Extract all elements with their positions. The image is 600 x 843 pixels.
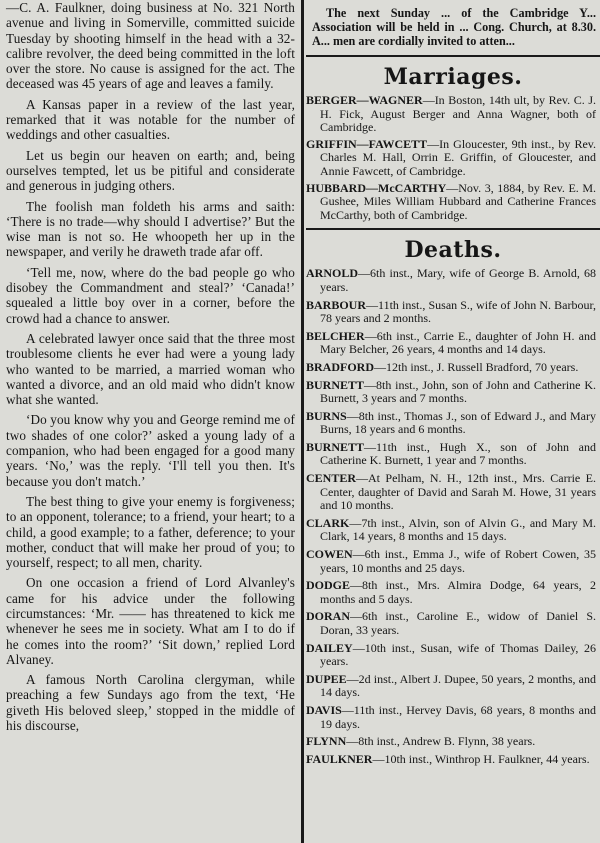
entry-text: —6th inst., Mary, wife of George B. Arnold, 68 years. (320, 266, 596, 294)
entry-name: COWEN (306, 547, 353, 562)
entry-name: CENTER (306, 471, 357, 486)
entry-text: —6th inst., Caroline E., widow of Daniel S. Doran, 33 years. (320, 609, 596, 637)
entry-text: —12th inst., J. Russell Bradford, 70 years. (374, 359, 579, 374)
marriage-entry (306, 182, 596, 223)
entry-text: —In Boston, 14th ult, by Rev. C. J. H. Fick, August Berger and Anna Wagner, both of Cambridge. (320, 93, 596, 135)
death-entry (306, 379, 596, 406)
entry-name: DAVIS (306, 702, 342, 717)
marriages-list (306, 94, 600, 222)
entry-text: —11th inst., Hugh X., son of John and Catherine K. Burnett, 1 year and 7 months. (320, 439, 596, 468)
entry-name: BURNS (306, 408, 347, 423)
death-entry (306, 299, 596, 326)
entry-text: —10th inst., Winthrop H. Faulkner, 44 years. (372, 751, 590, 766)
marriages-heading: Marriages. (383, 64, 523, 90)
death-entry (306, 330, 596, 357)
entry-text: —8th inst., Andrew B. Flynn, 38 years. (346, 734, 536, 749)
entry-text: —10th inst., Susan, wife of Thomas Dailey, 26 years. (320, 640, 596, 669)
news-paragraph: A Kansas paper in a review of the last year, remarked that it was notable for the number of weddings and other casualties. (6, 96, 295, 143)
entry-name: CLARK (306, 515, 350, 530)
column-rule (301, 0, 304, 843)
death-entry (306, 548, 596, 575)
entry-text: —11th inst., Hervey Davis, 68 years, 8 months and 19 days. (320, 702, 596, 731)
entry-name: DAILEY (306, 640, 353, 655)
news-paragraph: The best thing to give your enemy is forgiveness; to an opponent, tolerance; to a friend, your heart; to a child, a good example; to a father, deference; to your mother, conduct that will make her proud of you; to yourself, respect; to all men, charity. (6, 493, 295, 571)
entry-name: DODGE (306, 578, 351, 593)
marriage-entry (306, 94, 596, 135)
entry-name: BURNETT (306, 377, 365, 392)
entry-text: —8th inst., Thomas J., son of Edward J., and Mary Burns, 18 years and 6 months. (320, 408, 596, 437)
entry-name: BARBOUR (306, 297, 367, 312)
news-paragraph: Let us begin our heaven on earth; and, being ourselves tempted, let us be pitiful and considerate and generous in judging others. (6, 147, 295, 194)
entry-name: BELCHER (306, 328, 365, 343)
death-entry (306, 361, 596, 375)
death-entry (306, 441, 596, 468)
section-rule (306, 55, 600, 57)
death-entry (306, 753, 596, 767)
entry-name: DORAN (306, 609, 350, 624)
notice-text: The next Sunday ... of the Cambridge Y... Association will be held in ... Cong. Church, at 8.30. A... men are cordially invited to atten... (312, 6, 596, 48)
news-paragraph: —C. A. Faulkner, doing business at No. 321 North avenue and living in Somerville, committed suicide Tuesday by shooting himself in the head with a 32-calibre revolver, the deed being committed in the loft over the store. No cause is assigned for the act. The deceased was 45 years of age and leaves a family. (6, 0, 295, 92)
news-paragraph: A celebrated lawyer once said that the three most troublesome clients he ever had were a young lady who wanted to be married, a married woman who wanted a divorce, and an old maid who didn't know what she wanted. (6, 330, 295, 408)
entry-name: BRADFORD (306, 359, 374, 374)
entry-text: —8th inst., John, son of John and Catherine K. Burnett, 3 years and 7 months. (320, 377, 596, 406)
news-paragraph: ‘Do you know why you and George remind me of two shades of one color?’ asked a young lady of a companion, who had been engaged for a good many years. ‘No,’ was the reply. ‘I'll tell you then. It's because you don't match.’ (6, 412, 295, 489)
entry-name: BERGER—WAGNER (306, 93, 423, 107)
entry-text: —8th inst., Mrs. Almira Dodge, 64 years, 2 months and 5 days. (320, 578, 596, 606)
death-entry (306, 735, 596, 749)
death-entry (306, 610, 596, 637)
news-paragraph: ‘Tell me, now, where do the bad people go who disobey the Commandment and steal?’ ‘Canada!’ squealed a little boy over in a corner, before the crowd had a chance to answer. (6, 264, 295, 326)
deaths-heading: Deaths. (404, 237, 502, 264)
entry-text: —6th inst., Carrie E., daughter of John H. and Mary Belcher, 26 years, 4 months and 14 days. (320, 328, 596, 357)
entry-name: GRIFFIN—FAWCETT (306, 136, 428, 151)
entry-text: —11th inst., Susan S., wife of John N. Barbour, 78 years and 2 months. (320, 297, 596, 326)
death-entry (306, 704, 596, 731)
deaths-list (306, 267, 600, 766)
entry-text: —7th inst., Alvin, son of Alvin G., and Mary M. Clark, 14 years, 8 months and 15 days. (320, 515, 596, 544)
entry-name: FLYNN (306, 734, 347, 749)
section-rule (306, 228, 600, 230)
news-paragraph: On one occasion a friend of Lord Alvanley's came for his advice under the following circumstances: ‘Mr. —— has threatened to kick me whenever he sees me in society. What am I to do if he comes into the room?’ ‘Sit down,’ replied Lord Alvaney. (6, 575, 295, 667)
news-paragraph: A famous North Carolina clergyman, while preaching a few Sundays ago from the text, ‘He giveth His beloved sleep,’ stopped in the middle of his discourse, (6, 672, 295, 734)
entry-text: —2d inst., Albert J. Dupee, 50 years, 2 months, and 14 days. (320, 671, 596, 700)
entry-text: —At Pelham, N. H., 12th inst., Mrs. Carrie E. Center, daughter of David and Sarah M. Howe, 31 years and 10 months. (320, 471, 596, 513)
death-entry (306, 517, 596, 544)
death-entry (306, 642, 596, 669)
right-column (306, 0, 600, 843)
entry-text: —Nov. 3, 1884, by Rev. E. M. Gushee, Miles William Hubbard and Catherine Frances McCarthy, both of Cambridge. (320, 180, 596, 222)
entry-text: —6th inst., Emma J., wife of Robert Cowen, 35 years, 10 months and 25 days. (320, 547, 596, 575)
entry-name: HUBBARD—McCARTHY (306, 180, 447, 195)
death-entry (306, 673, 596, 700)
death-entry (306, 267, 596, 294)
death-entry (306, 579, 596, 606)
death-entry (306, 410, 596, 437)
ymca-notice (306, 0, 600, 48)
news-paragraph: The foolish man foldeth his arms and saith: ‘There is no trade—why should I advertise?’ But the wise man is not so. He whoopeth her up in the newspaper, and verily he draweth trade afar off. (6, 198, 295, 260)
entry-text: —In Gloucester, 9th inst., by Rev. Charles M. Hall, Orrin E. Griffin, of Gloucester, and Annie Fawcett, of Cambridge. (320, 136, 596, 178)
death-entry (306, 472, 596, 513)
entry-name: ARNOLD (306, 266, 359, 281)
entry-name: FAULKNER (306, 751, 373, 766)
entry-name: BURNETT (306, 439, 365, 454)
marriage-entry (306, 138, 596, 179)
entry-name: DUPEE (306, 671, 347, 686)
